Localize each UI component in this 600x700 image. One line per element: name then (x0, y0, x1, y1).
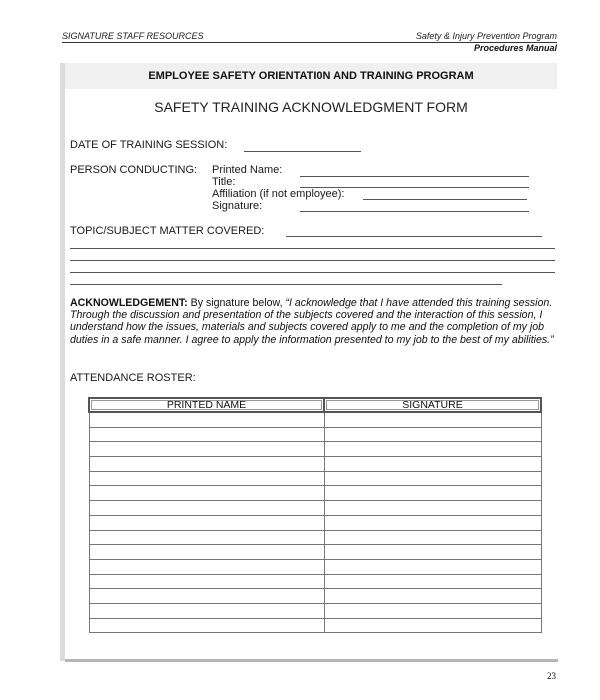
roster-label: ATTENDANCE ROSTER: (70, 372, 196, 384)
table-row (89, 530, 541, 545)
table-row (89, 589, 541, 604)
topic-line-3[interactable] (70, 272, 555, 273)
printed-name-cell[interactable] (89, 530, 324, 545)
person-conducting-label: PERSON CONDUCTING: (70, 164, 198, 176)
printed-name-cell[interactable] (89, 412, 324, 427)
printed-name-cell[interactable] (89, 457, 324, 472)
signature-cell[interactable] (324, 457, 541, 472)
header-program: Safety & Injury Prevention Program (415, 31, 557, 41)
printed-name-cell[interactable] (89, 574, 324, 589)
topic-field[interactable] (286, 236, 542, 237)
printed-name-cell[interactable] (89, 471, 324, 486)
table-row (89, 457, 541, 472)
column-header-printed-name: PRINTED NAME (89, 398, 324, 412)
signature-cell[interactable] (324, 427, 541, 442)
date-field[interactable] (244, 151, 361, 152)
printed-name-cell[interactable] (89, 603, 324, 618)
topic-line-1[interactable] (70, 248, 555, 249)
bottom-frame-bar (65, 659, 558, 662)
banner-title: EMPLOYEE SAFETY ORIENTATI0N AND TRAINING PROGRAM (148, 70, 474, 82)
table-row (89, 515, 541, 530)
table-row (89, 545, 541, 560)
table-row (89, 486, 541, 501)
topic-line-4[interactable] (70, 284, 502, 285)
affiliation-field[interactable] (363, 199, 527, 200)
printed-name-label: Printed Name: (212, 164, 283, 176)
roster-header-row (89, 398, 541, 412)
signature-cell[interactable] (324, 442, 541, 457)
signature-cell[interactable] (324, 618, 541, 633)
printed-name-cell[interactable] (89, 501, 324, 516)
printed-name-cell[interactable] (89, 545, 324, 560)
signature-cell[interactable] (324, 471, 541, 486)
date-label: DATE OF TRAINING SESSION: (70, 139, 228, 151)
printed-name-cell[interactable] (89, 559, 324, 574)
signature-cell[interactable] (324, 545, 541, 560)
topic-line-2[interactable] (70, 260, 555, 261)
column-header-signature: SIGNATURE (324, 398, 541, 412)
signature-cell[interactable] (324, 574, 541, 589)
acknowledgement-paragraph (70, 297, 558, 346)
table-row (89, 574, 541, 589)
topic-label: TOPIC/SUBJECT MATTER COVERED: (70, 225, 265, 237)
acknowledgement-quote: “I acknowledge that I have attended this training session. Through the discussion and presentation of the subjects covered and the interaction of this session, I understand how the issues, materials and subjects covered apply to me and the completion of my job duties in a safe manner. I agree to apply the information presented to my job to the best of my abilities.” (70, 297, 554, 346)
signature-cell[interactable] (324, 501, 541, 516)
table-row (89, 442, 541, 457)
header-manual: Procedures Manual (473, 43, 557, 53)
table-row (89, 501, 541, 516)
title-label: Title: (212, 176, 236, 188)
roster-body (89, 412, 541, 633)
acknowledgement-lead: By signature below, (187, 297, 286, 309)
acknowledgement-heading: ACKNOWLEDGEMENT: (70, 297, 188, 309)
signature-cell[interactable] (324, 515, 541, 530)
conductor-signature-field[interactable] (300, 211, 529, 212)
table-row (89, 618, 541, 633)
page-number: 23 (547, 671, 556, 681)
table-row (89, 559, 541, 574)
printed-name-cell[interactable] (89, 486, 324, 501)
form-title: SAFETY TRAINING ACKNOWLEDGMENT FORM (154, 99, 468, 115)
printed-name-cell[interactable] (89, 427, 324, 442)
affiliation-label: Affiliation (if not employee): (212, 188, 345, 200)
signature-cell[interactable] (324, 530, 541, 545)
signature-cell[interactable] (324, 412, 541, 427)
header-company: SIGNATURE STAFF RESOURCES (62, 31, 204, 41)
signature-cell[interactable] (324, 589, 541, 604)
table-row (89, 427, 541, 442)
signature-cell[interactable] (324, 559, 541, 574)
printed-name-cell[interactable] (89, 515, 324, 530)
printed-name-cell[interactable] (89, 442, 324, 457)
signature-cell[interactable] (324, 603, 541, 618)
signature-label: Signature: (212, 200, 263, 212)
left-frame-bar (60, 63, 65, 661)
printed-name-cell[interactable] (89, 589, 324, 604)
printed-name-cell[interactable] (89, 618, 324, 633)
printed-name-field[interactable] (300, 176, 529, 177)
table-row (89, 412, 541, 427)
table-row (89, 603, 541, 618)
signature-cell[interactable] (324, 486, 541, 501)
table-row (89, 471, 541, 486)
attendance-roster-table (88, 397, 542, 633)
